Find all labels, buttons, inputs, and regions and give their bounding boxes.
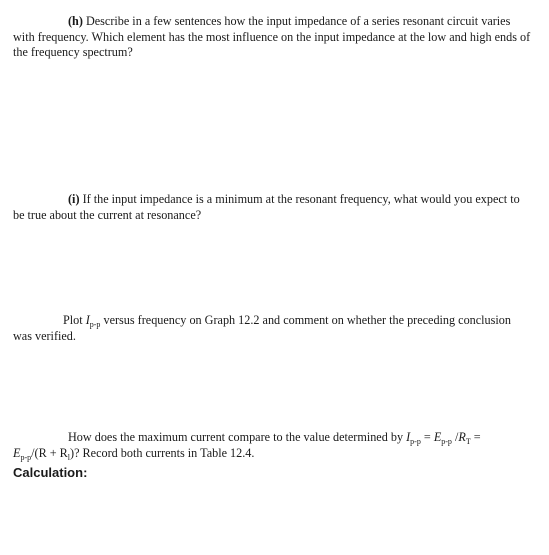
max-current-question: How does the maximum current compare to the value determined by $I_{p-p} = E_{p-p}$ $/R_T$ = $E_{p-p}/(R + R_l)$? Record both currents in Table 12.4. — [13, 430, 481, 462]
question-i — [13, 192, 531, 223]
calculation-label: Calculation: — [13, 465, 88, 480]
plot-instruction: Plot $I_{p-p}$ versus frequency on Graph 12.2 and comment on whether the preceding conclusion was verified. — [13, 313, 511, 343]
question-h — [13, 14, 531, 61]
question-h-label: (h) — [68, 14, 83, 28]
question-i-text: If the input impedance is a minimum at the resonant frequency, what would you expect to be true about the current at resonance? — [13, 192, 520, 222]
question-i-label: (i) — [68, 192, 80, 206]
question-h-text: Describe in a few sentences how the input impedance of a series resonant circuit varies with frequency. Which element has the most influence on the input impedance at the low and high ends of the frequency spectrum? — [13, 14, 531, 59]
